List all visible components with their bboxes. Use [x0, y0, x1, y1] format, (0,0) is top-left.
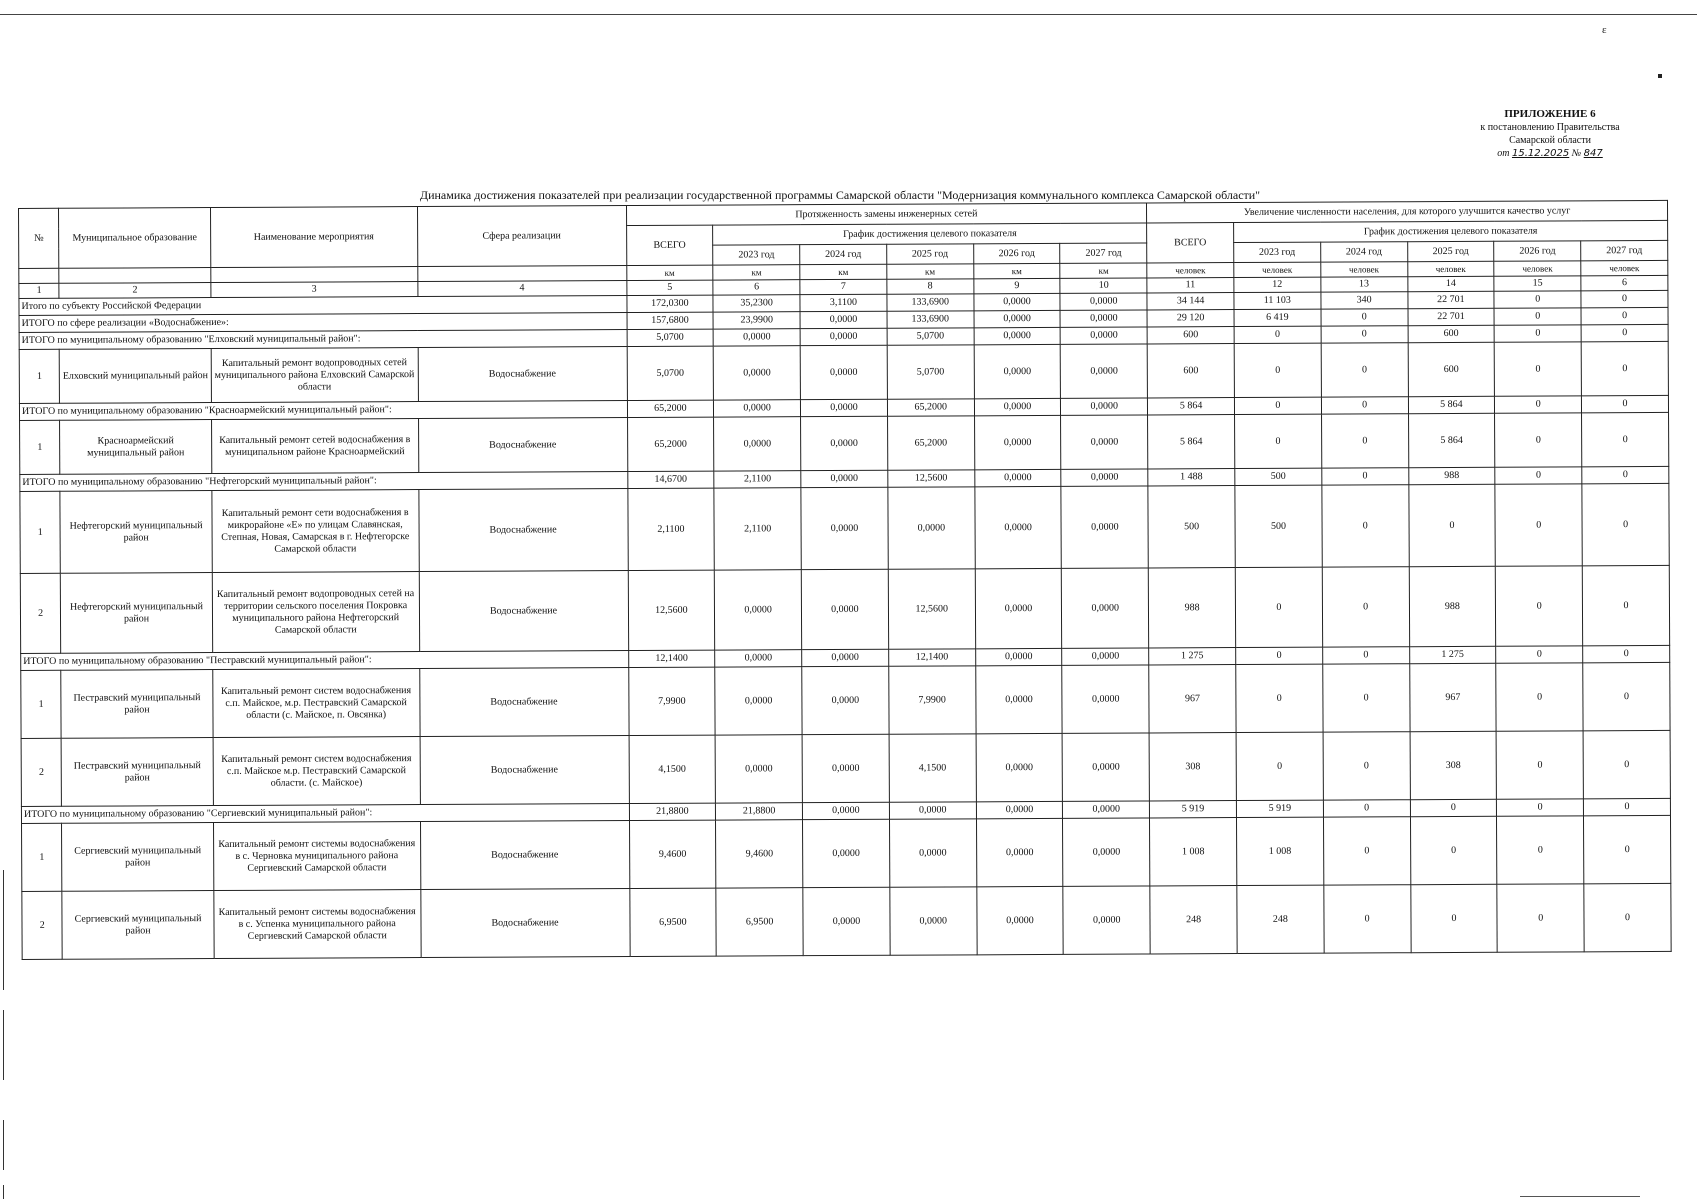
value-km: 0,0000 — [1062, 733, 1149, 801]
value-people: 0 — [1410, 884, 1497, 952]
column-number: 15 — [1494, 276, 1581, 291]
header-municipality: Муниципальное образование — [59, 208, 211, 269]
value-people: 29 120 — [1147, 310, 1234, 327]
total-row-label: ИТОГО по муниципальному образованию "Нефтегорский муниципальный район": — [20, 472, 628, 492]
value-people: 248 — [1237, 885, 1324, 953]
table-row — [19, 341, 1668, 403]
total-row-label: ИТОГО по муниципальному образованию "Елховский муниципальный район": — [19, 330, 627, 350]
value-people: 0 — [1323, 664, 1410, 732]
value-km: 14,6700 — [627, 471, 714, 488]
row-number: 1 — [21, 670, 62, 738]
value-people: 5 864 — [1148, 415, 1235, 469]
value-km: 7,9900 — [628, 667, 715, 735]
page-top-border — [0, 14, 1697, 15]
row-municipality: Красноармейский муниципальный район — [60, 420, 212, 475]
row-sphere: Водоснабжение — [418, 347, 627, 402]
unit-km: км — [973, 263, 1060, 278]
header-year: 2026 год — [1494, 241, 1581, 261]
value-people: 0 — [1322, 647, 1409, 664]
indicator-table — [18, 200, 1672, 960]
unit-people: человек — [1147, 263, 1234, 278]
table-row — [20, 483, 1669, 573]
unit-km: км — [626, 265, 713, 280]
header-schedule-people: График достижения целевого показателя — [1234, 220, 1668, 242]
row-sphere: Водоснабжение — [420, 736, 629, 805]
value-people: 0 — [1235, 414, 1322, 468]
value-people: 0 — [1495, 342, 1582, 396]
value-people: 0 — [1497, 799, 1584, 816]
value-people: 5 864 — [1408, 413, 1495, 467]
value-people: 5 864 — [1408, 396, 1495, 413]
value-people: 0 — [1322, 468, 1409, 485]
value-people: 22 701 — [1407, 291, 1494, 308]
value-people: 1 008 — [1150, 818, 1237, 886]
column-number: 1 — [19, 283, 59, 298]
header-schedule-km: График достижения целевого показателя — [713, 223, 1147, 245]
row-number: 1 — [22, 823, 63, 891]
scan-edge-mark — [3, 870, 4, 990]
value-km: 12,1400 — [889, 649, 976, 666]
value-people: 0 — [1410, 799, 1497, 816]
unit-people: человек — [1321, 262, 1408, 277]
column-number: 9 — [973, 278, 1060, 293]
row-municipality: Нефтегорский муниципальный район — [60, 491, 212, 574]
value-people: 0 — [1321, 309, 1408, 326]
column-number: 6 — [1581, 275, 1668, 290]
value-people: 0 — [1583, 662, 1670, 730]
value-people: 600 — [1147, 327, 1234, 344]
value-km: 0,0000 — [801, 416, 888, 470]
value-km: 0,0000 — [800, 345, 887, 399]
value-people: 1 275 — [1149, 648, 1236, 665]
value-people: 0 — [1236, 732, 1323, 800]
value-km: 0,0000 — [974, 486, 1061, 568]
value-km: 0,0000 — [974, 310, 1061, 327]
row-activity: Капитальный ремонт систем водоснабжения с.п. Майское, м.р. Пестравский Самарской области (с. Майское, п. Овсянка) — [212, 669, 419, 738]
value-people: 0 — [1581, 307, 1668, 324]
value-people: 0 — [1495, 396, 1582, 413]
row-municipality: Сергиевский муниципальный район — [62, 823, 214, 892]
value-km: 0,0000 — [974, 415, 1061, 469]
value-km: 0,0000 — [715, 650, 802, 667]
value-km: 4,1500 — [889, 734, 976, 802]
value-people: 0 — [1234, 397, 1321, 414]
value-people: 0 — [1321, 397, 1408, 414]
value-people: 0 — [1495, 413, 1582, 467]
header-total-km: ВСЕГО — [626, 225, 713, 265]
value-people: 600 — [1408, 342, 1495, 396]
value-people: 988 — [1148, 568, 1235, 648]
value-people: 0 — [1581, 341, 1668, 395]
row-activity: Капитальный ремонт водопроводных сетей муниципального района Елховский Самарской области — [211, 348, 418, 403]
value-km: 172,0300 — [626, 295, 713, 312]
value-people: 5 919 — [1150, 801, 1237, 818]
table-row — [22, 883, 1671, 959]
value-km: 0,0000 — [801, 487, 888, 569]
row-municipality: Сергиевский муниципальный район — [62, 891, 214, 960]
value-km: 0,0000 — [1060, 293, 1147, 310]
column-number: 8 — [887, 279, 974, 294]
value-km: 0,0000 — [800, 328, 887, 345]
table-row — [21, 730, 1670, 806]
appendix-number: 847 — [1583, 148, 1603, 159]
value-km: 12,5600 — [628, 570, 715, 650]
value-km: 12,5600 — [888, 470, 975, 487]
value-km: 0,0000 — [1063, 886, 1150, 954]
value-people: 0 — [1584, 815, 1671, 883]
value-km: 0,0000 — [714, 400, 801, 417]
value-people: 0 — [1408, 484, 1495, 566]
value-km: 0,0000 — [890, 887, 977, 955]
column-number: 7 — [800, 279, 887, 294]
scan-dot — [1658, 74, 1662, 78]
row-municipality: Елховский муниципальный район — [60, 349, 212, 404]
scan-edge-mark — [3, 1185, 4, 1199]
value-km: 0,0000 — [974, 469, 1061, 486]
value-people: 0 — [1410, 816, 1497, 884]
value-people: 248 — [1150, 886, 1237, 954]
column-number: 10 — [1060, 278, 1147, 293]
value-people: 0 — [1582, 395, 1669, 412]
value-km: 0,0000 — [975, 665, 1062, 733]
value-people: 988 — [1408, 467, 1495, 484]
value-people: 340 — [1321, 292, 1408, 309]
row-sphere: Водоснабжение — [419, 571, 628, 652]
value-km: 0,0000 — [713, 346, 800, 400]
value-people: 0 — [1582, 565, 1669, 645]
value-km: 0,0000 — [1062, 665, 1149, 733]
value-people: 0 — [1234, 326, 1321, 343]
value-people: 500 — [1235, 485, 1322, 567]
header-sphere: Сфера реализации — [417, 206, 626, 267]
value-km: 0,0000 — [802, 666, 889, 734]
value-people: 1 275 — [1409, 646, 1496, 663]
value-km: 6,9500 — [716, 888, 803, 956]
value-km: 0,0000 — [803, 887, 890, 955]
row-number: 1 — [20, 491, 61, 573]
appendix-line1: к постановлению Правительства — [1480, 122, 1620, 133]
value-km: 0,0000 — [976, 733, 1063, 801]
value-people: 967 — [1149, 665, 1236, 733]
unit-people: человек — [1234, 262, 1321, 277]
value-people: 967 — [1409, 663, 1496, 731]
row-activity: Капитальный ремонт водопроводных сетей на территории сельского поселения Покровка муниципального района Нефтегорский Самарской области — [212, 572, 419, 653]
column-number: 11 — [1147, 278, 1234, 293]
value-km: 65,2000 — [627, 417, 714, 471]
value-people: 0 — [1496, 731, 1583, 799]
value-people: 500 — [1148, 486, 1235, 568]
value-km: 0,0000 — [715, 570, 802, 650]
header-year: 2023 год — [713, 245, 800, 265]
value-people: 0 — [1322, 567, 1409, 647]
header-year: 2026 год — [973, 243, 1060, 263]
header-year: 2027 год — [1581, 240, 1668, 260]
value-people: 500 — [1235, 468, 1322, 485]
table-row — [22, 815, 1671, 891]
value-km: 35,2300 — [713, 295, 800, 312]
row-sphere: Водоснабжение — [418, 489, 627, 572]
appendix-no-prefix: № — [1571, 148, 1582, 159]
value-people: 0 — [1582, 466, 1669, 483]
value-km: 65,2000 — [887, 399, 974, 416]
value-km: 0,0000 — [801, 399, 888, 416]
value-people: 0 — [1236, 664, 1323, 732]
value-km: 0,0000 — [888, 487, 975, 569]
value-km: 2,1100 — [714, 471, 801, 488]
value-people: 0 — [1584, 798, 1671, 815]
value-km: 7,9900 — [889, 666, 976, 734]
header-total-people: ВСЕГО — [1147, 223, 1234, 263]
value-people: 600 — [1408, 325, 1495, 342]
value-km: 0,0000 — [976, 818, 1063, 886]
unit-people: человек — [1581, 260, 1668, 275]
value-km: 0,0000 — [715, 735, 802, 803]
header-year: 2024 год — [1320, 242, 1407, 262]
value-km: 0,0000 — [976, 801, 1063, 818]
value-people: 0 — [1497, 816, 1584, 884]
row-activity: Капитальный ремонт системы водоснабжения в с. Успенка муниципального района Сергиевский Самарской области — [214, 890, 421, 959]
unit-empty-cell — [211, 267, 418, 283]
value-km: 0,0000 — [974, 293, 1061, 310]
value-km: 0,0000 — [1061, 398, 1148, 415]
value-people: 0 — [1494, 325, 1581, 342]
appendix-from-prefix: от — [1497, 148, 1510, 159]
value-km: 0,0000 — [1061, 327, 1148, 344]
header-year: 2025 год — [1407, 241, 1494, 261]
value-km: 21,8800 — [716, 803, 803, 820]
value-km: 5,0700 — [887, 328, 974, 345]
value-km: 65,2000 — [627, 400, 714, 417]
value-people: 0 — [1495, 484, 1582, 566]
unit-empty-cell — [59, 268, 210, 284]
value-km: 9,4600 — [629, 820, 716, 888]
row-activity: Капитальный ремонт сетей водоснабжения в муниципальном районе Красноармейский — [211, 419, 418, 474]
value-km: 2,1100 — [714, 488, 801, 570]
header-group-population: Увеличение численности населения, для которого улучшится качество услуг — [1147, 200, 1668, 223]
column-number: 4 — [417, 281, 626, 297]
header-year: 2025 год — [887, 244, 974, 264]
appendix-date-line — [1440, 147, 1660, 160]
value-km: 0,0000 — [801, 470, 888, 487]
total-row-label: ИТОГО по сфере реализации «Водоснабжение»: — [19, 313, 627, 333]
value-people: 0 — [1322, 485, 1409, 567]
value-people: 0 — [1321, 414, 1408, 468]
unit-empty-cell — [19, 268, 59, 283]
header-activity: Наименование мероприятия — [210, 207, 417, 268]
row-sphere: Водоснабжение — [420, 821, 629, 890]
value-km: 4,1500 — [629, 735, 716, 803]
value-people: 0 — [1584, 883, 1671, 951]
value-km: 23,9900 — [713, 312, 800, 329]
value-people: 0 — [1581, 290, 1668, 307]
value-people: 0 — [1494, 291, 1581, 308]
column-number: 6 — [713, 280, 800, 295]
value-km: 0,0000 — [1061, 415, 1148, 469]
value-km: 5,0700 — [627, 329, 714, 346]
value-km: 0,0000 — [974, 344, 1061, 398]
header-year: 2024 год — [800, 244, 887, 264]
value-people: 5 864 — [1148, 398, 1235, 415]
value-people: 5 919 — [1236, 800, 1323, 817]
column-number: 13 — [1321, 277, 1408, 292]
table-row — [20, 412, 1669, 474]
value-km: 0,0000 — [1063, 801, 1150, 818]
value-km: 21,8800 — [629, 803, 716, 820]
table-row — [21, 662, 1670, 738]
header-group-network-length: Протяженность замены инженерных сетей — [626, 203, 1147, 226]
unit-people: человек — [1494, 261, 1581, 276]
value-km: 0,0000 — [1062, 568, 1149, 648]
header-num: № — [19, 208, 60, 268]
total-row-label: Итого по субъекту Российской Федерации — [19, 296, 627, 316]
value-people: 6 419 — [1234, 309, 1321, 326]
total-row-label: ИТОГО по муниципальному образованию "Пестравский муниципальный район": — [21, 651, 629, 671]
value-km: 0,0000 — [801, 569, 888, 649]
value-people: 0 — [1321, 343, 1408, 397]
row-sphere: Водоснабжение — [419, 668, 628, 737]
total-row-label: ИТОГО по муниципальному образованию "Красноармейский муниципальный район": — [19, 401, 627, 421]
value-km: 0,0000 — [714, 417, 801, 471]
value-km: 5,0700 — [627, 346, 714, 400]
value-km: 0,0000 — [1062, 648, 1149, 665]
value-people: 34 144 — [1147, 293, 1234, 310]
appendix-block — [1440, 108, 1660, 160]
value-km: 0,0000 — [974, 327, 1061, 344]
value-people: 0 — [1496, 663, 1583, 731]
value-people: 0 — [1323, 732, 1410, 800]
unit-km: км — [800, 264, 887, 279]
row-sphere: Водоснабжение — [418, 418, 627, 473]
value-people: 0 — [1236, 647, 1323, 664]
value-km: 0,0000 — [975, 568, 1062, 648]
value-people: 0 — [1583, 645, 1670, 662]
value-people: 22 701 — [1408, 308, 1495, 325]
appendix-line2: Самарской области — [1509, 135, 1591, 146]
value-people: 0 — [1497, 884, 1584, 952]
row-number: 2 — [21, 738, 62, 806]
row-number: 1 — [20, 420, 61, 474]
value-people: 1 488 — [1148, 469, 1235, 486]
value-km: 0,0000 — [1061, 486, 1148, 568]
header-year: 2027 год — [1060, 243, 1147, 263]
value-people: 0 — [1582, 412, 1669, 466]
column-number: 14 — [1407, 276, 1494, 291]
unit-km: км — [887, 264, 974, 279]
value-people: 988 — [1409, 566, 1496, 646]
value-km: 0,0000 — [802, 734, 889, 802]
value-people: 11 103 — [1234, 292, 1321, 309]
table-row — [20, 565, 1669, 653]
column-number: 5 — [626, 280, 713, 295]
value-people: 0 — [1323, 800, 1410, 817]
value-people: 0 — [1496, 566, 1583, 646]
row-number: 1 — [19, 349, 60, 403]
value-km: 0,0000 — [974, 398, 1061, 415]
value-km: 2,1100 — [627, 488, 714, 570]
corner-mark: ɛ — [1602, 24, 1607, 36]
column-number: 3 — [211, 282, 418, 298]
value-km: 0,0000 — [802, 802, 889, 819]
value-people: 0 — [1235, 567, 1322, 647]
value-km: 3,1100 — [800, 294, 887, 311]
scan-edge-mark — [3, 1010, 4, 1080]
value-km: 0,0000 — [1061, 344, 1148, 398]
unit-km: км — [713, 265, 800, 280]
value-km: 0,0000 — [889, 802, 976, 819]
value-people: 1 008 — [1236, 817, 1323, 885]
value-people: 0 — [1323, 817, 1410, 885]
value-km: 0,0000 — [1060, 310, 1147, 327]
row-municipality: Нефтегорский муниципальный район — [61, 573, 213, 654]
row-number: 2 — [22, 891, 63, 959]
value-people: 0 — [1324, 885, 1411, 953]
indicator-table-wrap — [18, 200, 1672, 960]
row-sphere: Водоснабжение — [420, 889, 629, 958]
row-municipality: Пестравский муниципальный район — [61, 738, 213, 807]
value-people: 0 — [1495, 467, 1582, 484]
value-km: 0,0000 — [715, 667, 802, 735]
value-people: 0 — [1496, 646, 1583, 663]
value-km: 9,4600 — [716, 820, 803, 888]
value-km: 157,6800 — [627, 312, 714, 329]
row-municipality: Пестравский муниципальный район — [61, 670, 213, 739]
value-people: 308 — [1149, 733, 1236, 801]
value-km: 0,0000 — [803, 819, 890, 887]
unit-km: км — [1060, 263, 1147, 278]
value-people: 308 — [1410, 731, 1497, 799]
value-km: 0,0000 — [889, 819, 976, 887]
value-people: 600 — [1147, 344, 1234, 398]
column-number: 12 — [1234, 277, 1321, 292]
value-km: 0,0000 — [976, 886, 1063, 954]
scan-bottom-mark — [1520, 1196, 1640, 1197]
appendix-title: ПРИЛОЖЕНИЕ 6 — [1504, 108, 1596, 120]
total-row-label: ИТОГО по муниципальному образованию "Сергиевский муниципальный район": — [21, 804, 629, 824]
value-people: 0 — [1581, 324, 1668, 341]
value-km: 12,5600 — [888, 569, 975, 649]
value-km: 0,0000 — [975, 648, 1062, 665]
value-people: 0 — [1582, 483, 1669, 565]
value-people: 0 — [1583, 730, 1670, 798]
row-number: 2 — [20, 573, 61, 653]
row-activity: Капитальный ремонт системы водоснабжения в с. Черновка муниципального района Сергиевский Самарской области — [213, 822, 420, 891]
value-km: 0,0000 — [1061, 469, 1148, 486]
row-activity: Капитальный ремонт сети водоснабжения в микрорайоне «Е» по улицам Славянская, Степная, Новая, Самарская в г. Нефтегорске Самарской области — [212, 490, 419, 573]
header-year: 2023 год — [1234, 242, 1321, 262]
value-km: 5,0700 — [887, 345, 974, 399]
unit-empty-cell — [417, 266, 626, 282]
value-km: 65,2000 — [887, 416, 974, 470]
scan-edge-mark — [3, 1120, 4, 1170]
value-km: 6,9500 — [629, 888, 716, 956]
value-km: 0,0000 — [1063, 818, 1150, 886]
value-people: 0 — [1321, 326, 1408, 343]
value-km: 12,1400 — [628, 650, 715, 667]
value-km: 133,6900 — [887, 294, 974, 311]
column-number: 2 — [59, 283, 210, 299]
value-people: 0 — [1234, 343, 1321, 397]
row-activity: Капитальный ремонт систем водоснабжения с.п. Майское м.р. Пестравский Самарской области. (с. Майское) — [213, 737, 420, 806]
unit-people: человек — [1407, 261, 1494, 276]
value-km: 0,0000 — [802, 649, 889, 666]
value-km: 0,0000 — [713, 329, 800, 346]
appendix-date: 15.12.2025 — [1511, 148, 1570, 159]
value-people: 0 — [1494, 308, 1581, 325]
document-title: Динамика достижения показателей при реализации государственной программы Самарской области "Модернизация коммунального комплекса Самарской области" — [419, 188, 1261, 202]
value-km: 0,0000 — [800, 311, 887, 328]
value-km: 133,6900 — [887, 311, 974, 328]
